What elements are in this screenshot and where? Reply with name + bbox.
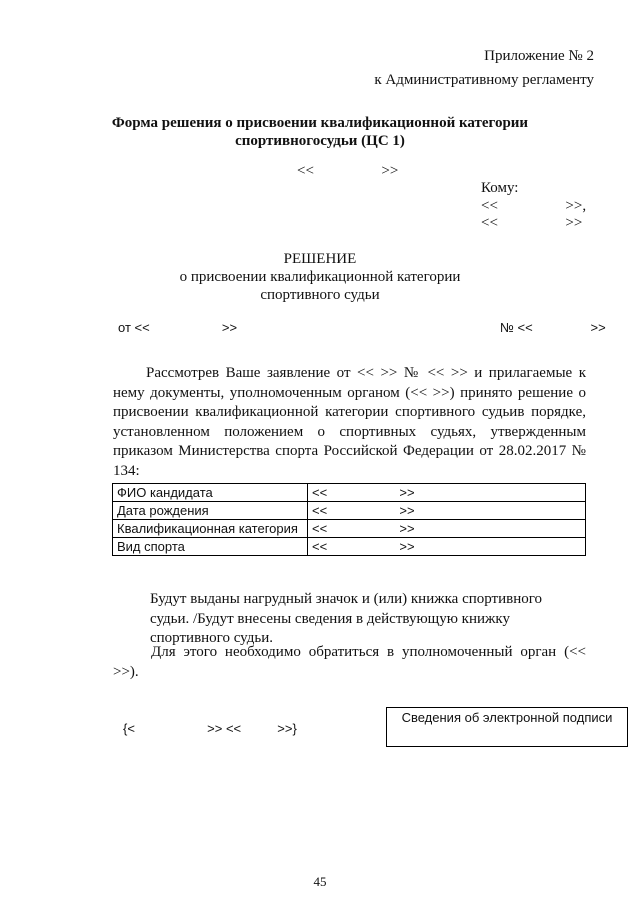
electronic-signature-box bbox=[386, 707, 628, 747]
table-cell-value: << >> bbox=[308, 484, 586, 502]
decision-number: № << >> bbox=[500, 320, 606, 335]
table-cell-value: << >> bbox=[308, 502, 586, 520]
table-row bbox=[113, 502, 586, 520]
table-row bbox=[113, 520, 586, 538]
issue-paragraph bbox=[150, 590, 555, 649]
body-paragraph bbox=[113, 364, 586, 481]
appendix-line-2: к Административному регламенту bbox=[374, 72, 594, 88]
recipient-label: Кому: bbox=[481, 180, 519, 196]
issue-paragraph-text: Будут выданы нагрудный значок и (или) книжка спортивного судьи. /Будут внесены сведения в действующую книжку спортивного судьи. bbox=[150, 591, 543, 646]
decision-subtitle-line-2: спортивного судьи bbox=[260, 287, 380, 303]
contact-paragraph bbox=[113, 643, 586, 682]
electronic-signature-label: Сведения об электронной подписи bbox=[401, 710, 613, 725]
table-cell-label: Квалификационная категория bbox=[113, 520, 308, 538]
table-row bbox=[113, 538, 586, 556]
authority-placeholder: << >> bbox=[297, 163, 399, 179]
table-cell-label: Дата рождения bbox=[113, 502, 308, 520]
candidate-info-table bbox=[112, 483, 586, 556]
decision-date: от << >> bbox=[118, 320, 238, 335]
signature-placeholder: {< >> << >>} bbox=[123, 721, 297, 736]
page-number: 45 bbox=[313, 874, 327, 889]
recipient-line-2: << >> bbox=[481, 215, 583, 231]
contact-paragraph-text: Для этого необходимо обратиться в уполномоченный орган (<< >>). bbox=[113, 644, 586, 680]
body-paragraph-text: Рассмотрев Ваше заявление от << >> № << >> и прилагаемые к нему документы, уполномоченным органом (<< >>) принято решение о присвоении квалификационной категории спортивного судьив порядке, установленном положением о спортивных судьях, утвержденным приказом Министерства спорта Российской Федерации от 28.02.2017 № 134: bbox=[113, 365, 586, 479]
decision-subtitle-line-1: о присвоении квалификационной категории bbox=[179, 269, 461, 285]
table-cell-value: << >> bbox=[308, 520, 586, 538]
table-cell-value: << >> bbox=[308, 538, 586, 556]
form-title-line-2: спортивногосудьи (ЦС 1) bbox=[235, 133, 405, 149]
table-cell-label: ФИО кандидата bbox=[113, 484, 308, 502]
form-title-line-1: Форма решения о присвоении квалификационной категории bbox=[111, 115, 529, 131]
appendix-line-1: Приложение № 2 bbox=[484, 48, 594, 64]
table-cell-label: Вид спорта bbox=[113, 538, 308, 556]
recipient-line-1: << >>, bbox=[481, 198, 587, 214]
decision-heading: РЕШЕНИЕ bbox=[283, 251, 357, 267]
table-row bbox=[113, 484, 586, 502]
